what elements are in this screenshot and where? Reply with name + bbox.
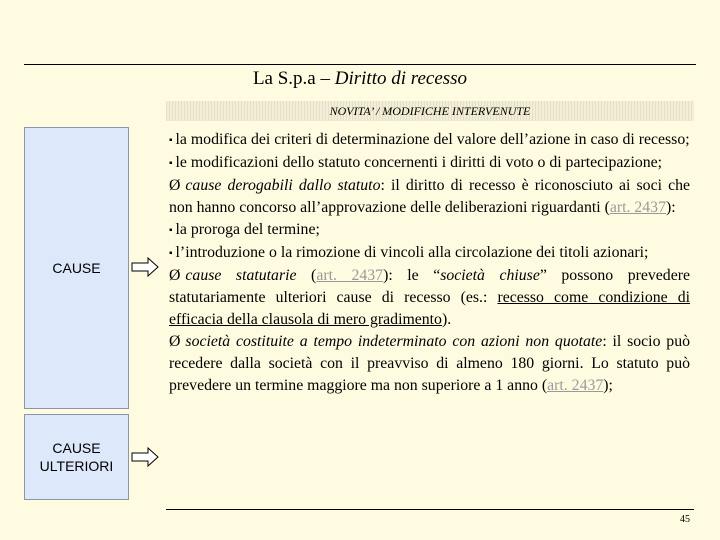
cause-ulteriori-line2: ULTERIORI (39, 458, 114, 474)
right-arrow-icon (131, 447, 159, 467)
content-text (169, 129, 690, 397)
list-item: Ø società costituite a tempo indeterminato con azioni non quotate: il socio può recedere dalla società con il preavviso di almeno 180 giorni. Lo statuto può prevedere un termine maggiore ma non superiore a 1 anno (art. 2437); (169, 333, 690, 394)
title-prefix: La S.p.a – (252, 68, 335, 89)
art-2437-link[interactable]: art. 2437 (609, 199, 666, 216)
cause-box-label: CAUSE (52, 260, 101, 276)
arrowhead-check-icon: Ø (169, 333, 181, 350)
art-2437-link[interactable]: art. 2437 (316, 267, 384, 284)
arrowhead-check-icon: Ø (169, 267, 181, 284)
list-item: ▪ l’introduzione o la rimozione di vincoli alla circolazione dei titoli azionari; (169, 244, 649, 261)
bottom-divider (166, 509, 694, 510)
cause-ulteriori-box (24, 414, 129, 500)
square-bullet-icon: ▪ (169, 158, 173, 169)
square-bullet-icon: ▪ (169, 225, 173, 236)
square-bullet-icon: ▪ (169, 248, 173, 259)
cause-ulteriori-label (40, 439, 114, 475)
page-number: 45 (680, 514, 690, 525)
slide-title (0, 68, 720, 90)
art-2437-link[interactable]: art. 2437 (547, 377, 604, 394)
cause-ulteriori-line1: CAUSE (52, 440, 101, 456)
right-arrow-icon (131, 257, 159, 277)
list-item: ▪ la modifica dei criteri di determinazione del valore dell’azione in caso di recesso; (169, 131, 690, 148)
cause-box (24, 127, 129, 409)
arrowhead-check-icon: Ø (169, 177, 181, 194)
top-divider (24, 64, 696, 65)
title-italic: Diritto di recesso (334, 68, 468, 89)
list-item: ▪ la proroga del termine; (169, 221, 320, 238)
list-item: Ø cause derogabili dallo statuto: il diritto di recesso è riconosciuto ai soci che non hanno concorso all’approvazione delle deliberazioni riguardanti (art. 2437): (169, 177, 691, 216)
list-item: Ø cause statutarie (art. 2437): le “società chiuse” possono prevedere statutariamente ulteriori cause di recesso (es.: recesso come condizione di efficacia della clausola di mero gradimento). (169, 267, 690, 328)
list-item: ▪ le modificazioni dello statuto concernenti i diritti di voto o di partecipazione; (169, 154, 663, 171)
subtitle-bar: NOVITA’ / MODIFICHE INTERVENUTE (166, 101, 694, 121)
square-bullet-icon: ▪ (169, 135, 173, 146)
